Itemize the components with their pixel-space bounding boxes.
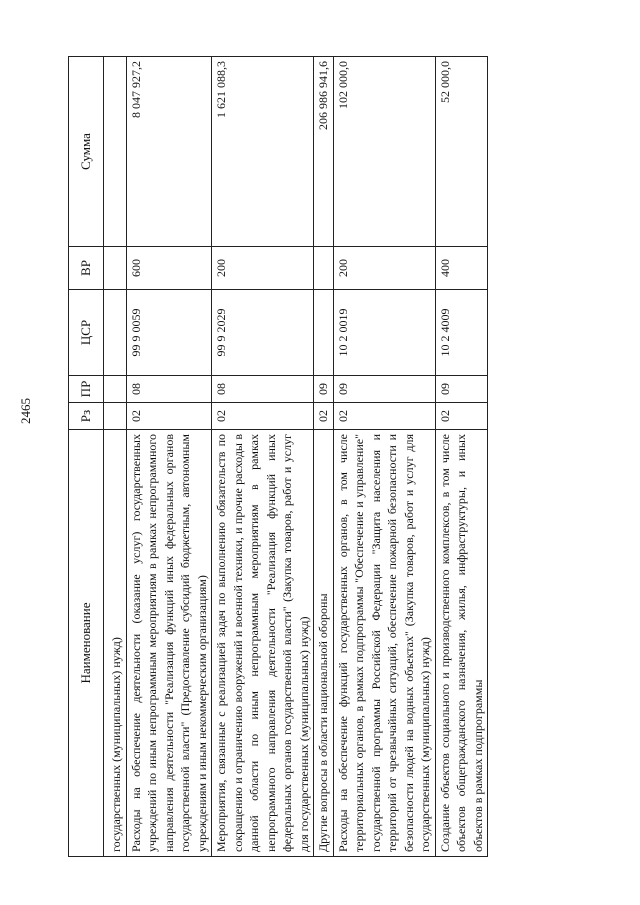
row-sum: 52 000,0 — [435, 57, 488, 247]
row-csr — [104, 290, 127, 376]
row-csr: 10 2 4009 — [435, 290, 488, 376]
row-rz: 02 — [212, 403, 314, 430]
row-name: Другие вопросы в области национальной обороны — [314, 430, 334, 857]
row-pr — [104, 376, 127, 403]
row-vr: 200 — [212, 247, 314, 290]
row-csr: 99 9 2029 — [212, 290, 314, 376]
header-vr: ВР — [69, 247, 104, 290]
table-row — [314, 57, 334, 857]
row-name: Мероприятия, связанные с реализацией задач по выполнению обязательств по сокращению и ограничению вооружений и военной техники, и прочие расходы в данной области по иным непрограммным мероприятиям в рамках непрограммного направления деятельности "Реализация функций иных федеральных органов государственной власти" (Закупка товаров, работ и услуг для государственных (муниципальных) нужд) — [212, 430, 314, 857]
row-sum: 206 986 941,6 — [314, 57, 334, 247]
row-pr: 08 — [126, 376, 212, 403]
row-vr: 400 — [435, 247, 488, 290]
header-sum: Сумма — [69, 57, 104, 247]
header-csr: ЦСР — [69, 290, 104, 376]
row-rz: 02 — [333, 403, 435, 430]
row-rz: 02 — [126, 403, 212, 430]
table-row — [435, 57, 488, 857]
row-name: Расходы на обеспечение деятельности (оказание услуг) государственных учреждений по иным непрограммным мероприятиям в рамках непрограммного направления деятельности "Реализация функций иных федеральных органов государственной власти" (Предоставление субсидий бюджетным, автономным учреждениям и иным некоммерческим организациям) — [126, 430, 212, 857]
rotated-table-wrapper — [68, 57, 623, 857]
header-name: Наименование — [69, 430, 104, 857]
row-pr: 09 — [314, 376, 334, 403]
table-row — [126, 57, 212, 857]
table-row — [104, 57, 127, 857]
row-rz: 02 — [314, 403, 334, 430]
row-name: государственных (муниципальных) нужд) — [104, 430, 127, 857]
row-sum: 102 000,0 — [333, 57, 435, 247]
row-vr: 600 — [126, 247, 212, 290]
row-vr: 200 — [333, 247, 435, 290]
row-rz — [104, 403, 127, 430]
row-pr: 08 — [212, 376, 314, 403]
header-pr: ПР — [69, 376, 104, 403]
row-vr — [314, 247, 334, 290]
table-header-row — [69, 57, 104, 857]
row-pr: 09 — [333, 376, 435, 403]
row-sum: 1 621 088,3 — [212, 57, 314, 247]
page-number: 2465 — [18, 398, 33, 424]
row-vr — [104, 247, 127, 290]
table-row — [333, 57, 435, 857]
header-rz: Рз — [69, 403, 104, 430]
row-csr: 10 2 0019 — [333, 290, 435, 376]
row-sum — [104, 57, 127, 247]
row-sum: 8 047 927,2 — [126, 57, 212, 247]
row-name: Расходы на обеспечение функций государственных органов, в том числе территориальных органов, в рамках подпрограммы "Обеспечение и управление" государственной программы Российской Федерации "Защита населения и территорий от чрезвычайных ситуаций, обеспечение пожарной безопасности и безопасности людей на водных объектах" (Закупка товаров, работ и услуг для государственных (муниципальных) нужд) — [333, 430, 435, 857]
row-csr: 99 9 0059 — [126, 290, 212, 376]
row-name: Создание объектов социального и производственного комплексов, в том числе объектов общегражданского назначения, жилья, инфраструктуры, и иных объектов в рамках подпрограммы — [435, 430, 488, 857]
row-csr — [314, 290, 334, 376]
row-pr: 09 — [435, 376, 488, 403]
table-row — [212, 57, 314, 857]
row-rz: 02 — [435, 403, 488, 430]
budget-table — [68, 56, 488, 857]
